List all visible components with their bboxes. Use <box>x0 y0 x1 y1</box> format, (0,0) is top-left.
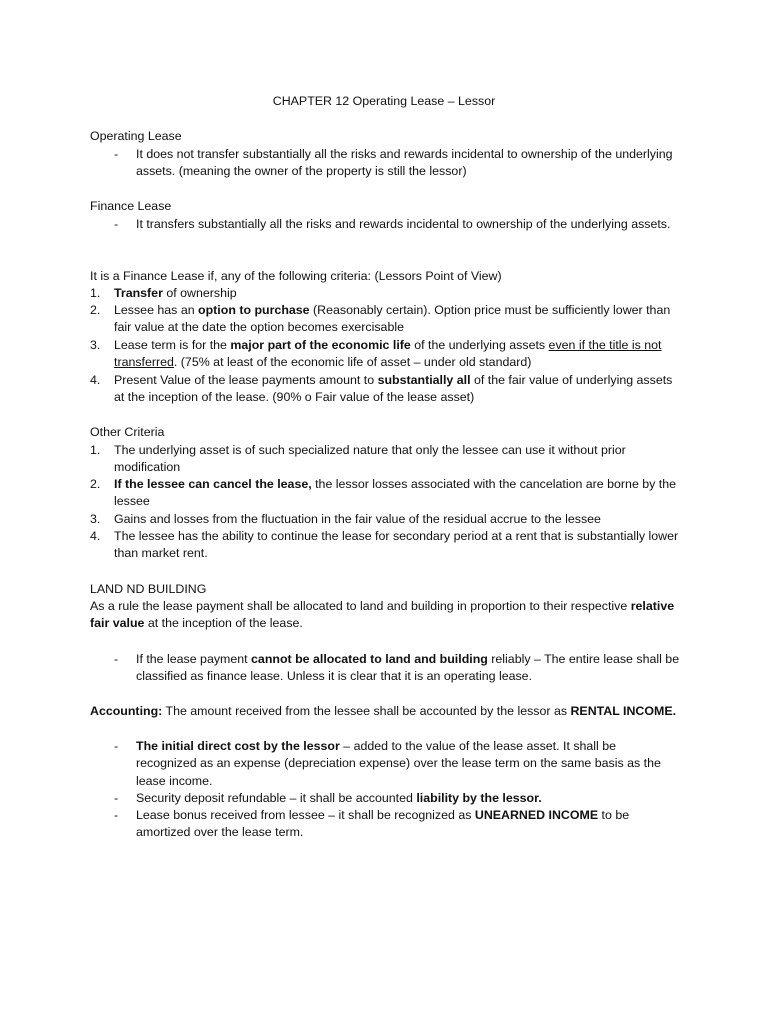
criteria-intro: It is a Finance Lease if, any of the following criteria: (Lessors Point of View) <box>90 269 502 283</box>
criteria-item <box>90 302 680 337</box>
item-number: 1. <box>90 286 101 300</box>
item-bold: option to purchase <box>198 303 310 317</box>
para-text: The amount received from the lessee shall be accounted by the lessor as <box>162 704 571 718</box>
bullet-text: Lease bonus received from lessee – it shall be recognized as <box>136 808 475 822</box>
finance-lease-bullet <box>90 216 680 233</box>
land-building-bullet <box>90 651 680 686</box>
para-bold: RENTAL INCOME. <box>570 704 677 718</box>
item-text: Gains and losses from the fluctuation in the fair value of the residual accrue to the lessee <box>114 512 601 526</box>
other-item <box>90 511 680 528</box>
item-text: the lessor losses associated with the cancelation are borne by the lessee <box>114 477 677 509</box>
bullet-dash: - <box>114 652 119 666</box>
page-title: CHAPTER 12 Operating Lease – Lessor <box>272 94 496 108</box>
bullet-dash: - <box>114 147 119 161</box>
other-criteria-heading: Other Criteria <box>90 425 165 439</box>
item-text: Lessee has an <box>114 303 199 317</box>
item-bold: major part of the economic life <box>230 338 411 352</box>
criteria-item <box>90 337 680 372</box>
criteria-item <box>90 372 680 407</box>
item-text: of ownership <box>162 286 237 300</box>
bullet-bold: The initial direct cost by the lessor <box>136 739 340 753</box>
para-text: As a rule the lease payment shall be allocated to land and building in proportion to their respective <box>90 599 631 613</box>
operating-lease-heading: Operating Lease <box>90 129 182 143</box>
item-text: (Reasonably certain). Option price must be sufficiently lower than fair value at the date the option becomes exercisable <box>114 303 671 335</box>
item-underline: even if the title is not transferred <box>114 338 662 370</box>
criteria-item <box>90 285 680 302</box>
item-number: 3. <box>90 338 101 352</box>
bullet-text: to be amortized over the lease term. <box>136 808 630 840</box>
item-number: 4. <box>90 373 101 387</box>
item-number: 4. <box>90 529 101 543</box>
bullet-text: Security deposit refundable – it shall be accounted <box>136 791 417 805</box>
accounting-bullet <box>90 738 680 790</box>
bullet-bold: UNEARNED INCOME <box>474 808 599 822</box>
item-bold: substantially all <box>377 373 471 387</box>
item-number: 2. <box>90 477 101 491</box>
item-text: Lease term is for the <box>114 338 231 352</box>
item-number: 1. <box>90 443 101 457</box>
item-text: Present Value of the lease payments amount to <box>114 373 378 387</box>
bullet-bold: cannot be allocated to land and building <box>251 652 488 666</box>
bullet-text: It transfers substantially all the risks and rewards incidental to ownership of the underlying assets. <box>136 217 671 231</box>
accounting-bullet <box>90 790 680 807</box>
item-bold: If the lessee can cancel the lease, <box>114 477 312 491</box>
finance-lease-heading: Finance Lease <box>90 199 172 213</box>
bullet-bold: liability by the lessor. <box>416 791 542 805</box>
item-text: The lessee has the ability to continue the lease for secondary period at a rent that is substantially lower than market rent. <box>114 529 679 561</box>
item-text: . (75% at least of the economic life of asset – under old standard) <box>173 355 532 370</box>
other-item <box>90 442 680 477</box>
accounting-bullet <box>90 807 680 842</box>
bullet-text: – added to the value of the lease asset. It shall be recognized as an expense (depreciation expense) over the lease term on the same basis as the lease income. <box>136 739 661 788</box>
other-item <box>90 476 680 511</box>
item-number: 2. <box>90 303 101 317</box>
accounting-paragraph <box>90 703 680 720</box>
item-text: The underlying asset is of such specialized nature that only the lessee can use it without prior modification <box>114 443 626 475</box>
bullet-dash: - <box>114 791 119 805</box>
bullet-text: It does not transfer substantially all the risks and rewards incidental to ownership of the underlying assets. (meaning the owner of the property is still the lessor) <box>136 147 673 179</box>
item-text: of the underlying assets <box>410 338 549 352</box>
para-bold: relative fair value <box>90 599 675 631</box>
bullet-text: reliably – The entire lease shall be classified as finance lease. Unless it is clear that it is an operating lease. <box>136 652 680 684</box>
land-building-heading: LAND ND BUILDING <box>90 582 207 596</box>
operating-lease-bullet <box>90 146 680 181</box>
bullet-dash: - <box>114 217 119 231</box>
bullet-dash: - <box>114 739 119 753</box>
bullet-dash: - <box>114 808 119 822</box>
accounting-label: Accounting: <box>90 704 163 718</box>
land-building-paragraph <box>90 598 680 633</box>
bullet-text: If the lease payment <box>136 652 252 666</box>
item-bold: Transfer <box>114 286 163 300</box>
other-item <box>90 528 680 563</box>
item-number: 3. <box>90 512 101 526</box>
para-text: at the inception of the lease. <box>144 616 303 631</box>
item-text: of the fair value of underlying assets at the inception of the lease. (90% o Fair value of the lease asset) <box>114 373 673 405</box>
